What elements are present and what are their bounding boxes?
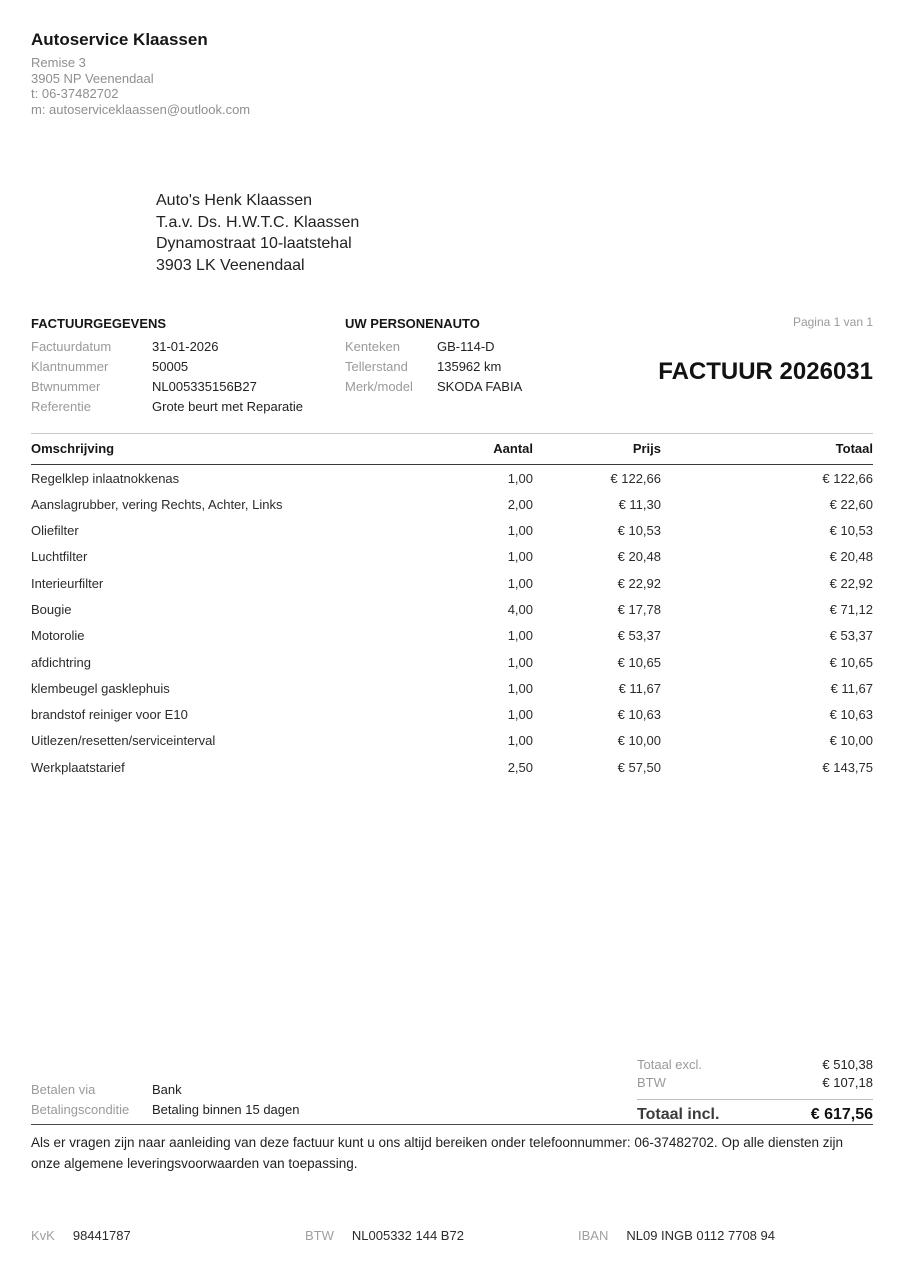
item-quantity: 1,00 xyxy=(507,523,533,539)
item-total: € 143,75 xyxy=(822,759,873,775)
item-price: € 122,66 xyxy=(610,470,661,486)
recipient-street: Dynamostraat 10-laatstehal xyxy=(156,235,352,252)
line-items-table xyxy=(31,433,873,781)
detail-label: Merk/model xyxy=(345,379,413,394)
item-description: Luchtfilter xyxy=(31,549,88,565)
item-quantity: 1,00 xyxy=(507,628,533,644)
btw-label: BTW xyxy=(305,1228,334,1243)
item-price: € 57,50 xyxy=(617,759,661,775)
vat-row xyxy=(637,1074,873,1092)
item-quantity: 1,00 xyxy=(507,575,533,591)
item-price: € 10,65 xyxy=(617,654,661,670)
detail-value: 31-01-2026 xyxy=(152,339,219,354)
table-row xyxy=(31,491,873,517)
vehicle-details-heading: UW PERSONENAUTO xyxy=(345,316,480,331)
detail-row-kenteken xyxy=(345,337,522,357)
item-total: € 20,48 xyxy=(829,549,873,565)
kvk-label: KvK xyxy=(31,1228,55,1243)
item-price: € 22,92 xyxy=(617,575,661,591)
detail-value: GB-114-D xyxy=(437,339,495,354)
item-total: € 10,00 xyxy=(829,733,873,749)
item-description: Interieurfilter xyxy=(31,575,104,591)
detail-label: Betalingsconditie xyxy=(31,1102,130,1117)
invoice-title: FACTUUR 2026031 xyxy=(658,358,873,385)
item-total: € 53,37 xyxy=(829,628,873,644)
footer-kvk xyxy=(31,1228,131,1243)
footer-note: Als er vragen zijn naar aanleiding van deze factuur kunt u ons altijd bereiken onder telefoonnummer: 06-37482702. Op alle diensten zijn onze algemene leveringsvoorwaarden van toepassing. xyxy=(31,1124,873,1174)
table-row xyxy=(31,570,873,596)
detail-label: Tellerstand xyxy=(345,359,408,374)
item-quantity: 1,00 xyxy=(507,470,533,486)
company-phone: t: 06-37482702 xyxy=(31,86,119,102)
company-name: Autoservice Klaassen xyxy=(31,30,208,49)
grand-total-value: € 617,56 xyxy=(810,1106,873,1123)
payment-info xyxy=(31,1080,299,1120)
item-price: € 20,48 xyxy=(617,549,661,565)
table-row xyxy=(31,675,873,701)
table-row xyxy=(31,728,873,754)
page-footer xyxy=(0,1228,904,1248)
detail-value: NL005335156B27 xyxy=(152,379,257,394)
column-header-total: Totaal xyxy=(661,434,873,465)
grand-total-label: Totaal incl. xyxy=(637,1106,720,1123)
detail-row-referentie xyxy=(31,397,303,417)
item-quantity: 2,50 xyxy=(507,759,533,775)
item-quantity: 1,00 xyxy=(507,549,533,565)
recipient-city: 3903 LK Veenendaal xyxy=(156,256,305,274)
subtotal-row xyxy=(637,1056,873,1074)
totals-block xyxy=(637,1056,873,1124)
table-row xyxy=(31,649,873,675)
company-address-line: 3905 NP Veenendaal xyxy=(31,70,154,86)
vat-label: BTW xyxy=(637,1075,666,1090)
item-price: € 11,67 xyxy=(618,680,661,696)
item-total: € 122,66 xyxy=(822,470,873,486)
company-address-line: Remise 3 xyxy=(31,55,86,70)
subtotal-label: Totaal excl. xyxy=(637,1057,703,1072)
table-row xyxy=(31,623,873,649)
item-price: € 17,78 xyxy=(617,601,661,617)
detail-value: SKODA FABIA xyxy=(437,379,523,394)
subtotal-value: € 510,38 xyxy=(822,1057,873,1072)
btw-value: NL005332 144 B72 xyxy=(351,1228,464,1243)
iban-label: IBAN xyxy=(578,1228,609,1243)
item-description: Bougie xyxy=(31,601,72,617)
detail-value: 135962 km xyxy=(437,359,502,374)
item-total: € 22,60 xyxy=(829,496,873,512)
item-description: brandstof reiniger voor E10 xyxy=(31,707,188,723)
item-description: klembeugel gasklephuis xyxy=(31,680,170,696)
page-indicator: Pagina 1 van 1 xyxy=(792,315,873,329)
table-row xyxy=(31,754,873,780)
item-total: € 11,67 xyxy=(830,680,873,696)
detail-row-factuurdatum xyxy=(31,337,303,357)
item-quantity: 1,00 xyxy=(507,707,533,723)
item-description: Werkplaatstarief xyxy=(31,759,125,775)
item-quantity: 1,00 xyxy=(507,680,533,696)
detail-label: Btwnummer xyxy=(31,379,101,394)
table-row xyxy=(31,518,873,544)
item-price: € 10,00 xyxy=(617,733,661,749)
detail-value: Bank xyxy=(152,1082,182,1097)
item-description: Regelklep inlaatnokkenas xyxy=(31,470,180,486)
payment-terms-row xyxy=(31,1100,299,1120)
detail-value: Betaling binnen 15 dagen xyxy=(152,1102,300,1117)
column-header-description: Omschrijving xyxy=(31,434,443,465)
item-quantity: 4,00 xyxy=(507,601,533,617)
detail-row-tellerstand xyxy=(345,357,522,377)
table-row xyxy=(31,596,873,622)
iban-value: NL09 INGB 0112 7708 94 xyxy=(626,1228,775,1243)
item-description: Oliefilter xyxy=(31,523,79,539)
company-email: m: autoserviceklaassen@outlook.com xyxy=(31,102,251,118)
recipient-name: Auto's Henk Klaassen xyxy=(156,192,313,209)
item-price: € 10,53 xyxy=(617,523,661,539)
detail-row-btwnummer xyxy=(31,377,303,397)
column-header-quantity: Aantal xyxy=(443,434,533,465)
table-row xyxy=(31,702,873,728)
detail-label: Betalen via xyxy=(31,1082,96,1097)
item-quantity: 1,00 xyxy=(507,654,533,670)
column-header-price: Prijs xyxy=(533,434,661,465)
kvk-value: 98441787 xyxy=(72,1228,131,1243)
item-price: € 10,63 xyxy=(617,707,661,723)
item-quantity: 2,00 xyxy=(507,496,533,512)
item-total: € 22,92 xyxy=(829,575,873,591)
item-quantity: 1,00 xyxy=(507,733,533,749)
item-total: € 10,53 xyxy=(829,523,873,539)
vat-value: € 107,18 xyxy=(822,1075,873,1090)
detail-label: Kenteken xyxy=(345,339,400,354)
item-total: € 71,12 xyxy=(829,601,873,617)
table-header-row xyxy=(31,434,873,465)
invoice-details-heading: FACTUURGEGEVENS xyxy=(31,316,167,331)
footer-iban xyxy=(578,1228,775,1243)
invoice-details xyxy=(31,316,303,417)
recipient-address xyxy=(156,190,359,276)
item-price: € 53,37 xyxy=(617,628,661,644)
payment-method-row xyxy=(31,1080,299,1100)
detail-value: Grote beurt met Reparatie xyxy=(152,399,304,414)
item-description: Motorolie xyxy=(31,628,85,644)
detail-row-merk-model xyxy=(345,377,522,397)
item-total: € 10,65 xyxy=(829,654,873,670)
grand-total-row xyxy=(637,1106,873,1124)
detail-row-klantnummer xyxy=(31,357,303,377)
item-total: € 10,63 xyxy=(829,707,873,723)
footer-btw xyxy=(305,1228,464,1243)
item-description: Uitlezen/resetten/serviceinterval xyxy=(31,733,216,749)
detail-label: Factuurdatum xyxy=(31,339,112,354)
detail-value: 50005 xyxy=(152,359,189,374)
vehicle-details xyxy=(345,316,522,397)
table-row xyxy=(31,465,873,492)
detail-label: Referentie xyxy=(31,399,91,414)
item-price: € 11,30 xyxy=(618,496,661,512)
table-row xyxy=(31,544,873,570)
detail-label: Klantnummer xyxy=(31,359,109,374)
item-description: afdichtring xyxy=(31,654,91,670)
recipient-attn: T.a.v. Ds. H.W.T.C. Klaassen xyxy=(156,213,360,231)
company-header xyxy=(31,30,250,118)
item-description: Aanslagrubber, vering Rechts, Achter, Links xyxy=(31,496,283,512)
totals-separator xyxy=(637,1099,873,1100)
